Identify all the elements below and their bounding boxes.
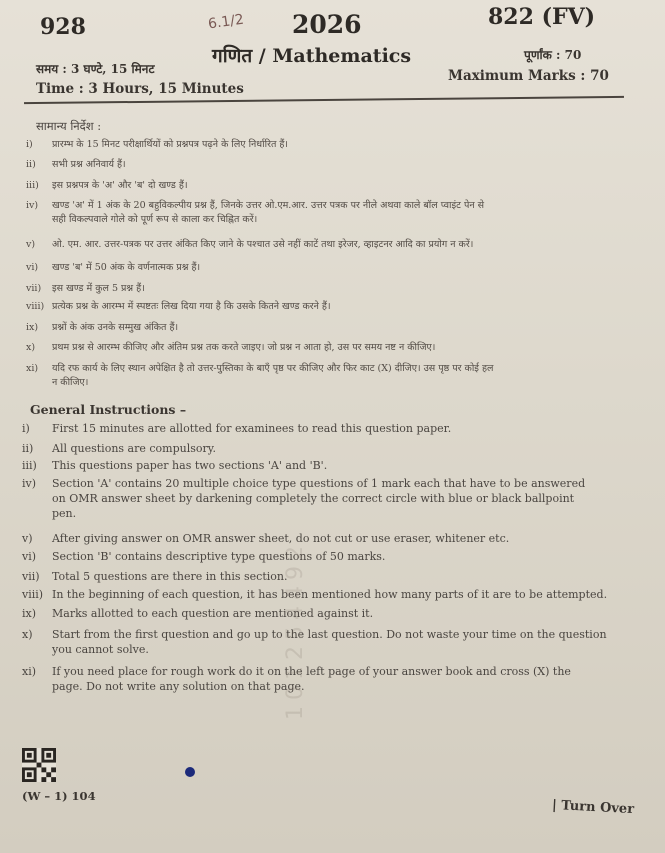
- item-text: After giving answer on OMR answer sheet, do not cut or use eraser, whitener etc.: [52, 532, 510, 545]
- item-text: खण्ड 'अ' में 1 अंक के 20 बहुविकल्पीय प्रश्न हैं, जिनके उत्तर ओ.एम.आर. उत्तर पत्रक पर नीले अथवा काले बॉल प्वाइंट पेन से: [52, 200, 485, 211]
- item-number: x): [22, 628, 33, 641]
- english-instruction-item: [22, 606, 642, 621]
- item-number: vi): [22, 550, 37, 563]
- item-text: Total 5 questions are there in this section.: [52, 570, 288, 583]
- item-number: viii): [26, 301, 45, 312]
- item-text: खण्ड 'ब' में 50 अंक के वर्णनात्मक प्रश्न हैं।: [52, 262, 201, 273]
- item-text: यदि रफ कार्य के लिए स्थान अपेक्षित है तो उत्तर-पुस्तिका के बाएँ पृष्ठ पर कीजिए और फिर काट (X) दीजिए। उस पृष्ठ पर कोई हल: [52, 363, 494, 374]
- hindi-instruction-item: [26, 158, 636, 172]
- item-text-continued: on OMR answer sheet by darkening completely the correct circle with blue or black ballpoint: [52, 492, 575, 505]
- item-number: vii): [22, 570, 40, 583]
- hindi-instruction-item: [26, 362, 636, 390]
- item-text-continued: न कीजिए।: [52, 377, 89, 388]
- time-english: Time : 3 Hours, 15 Minutes: [36, 81, 244, 97]
- turn-over-text: Turn Over: [560, 798, 635, 818]
- item-number: ii): [26, 159, 36, 170]
- item-number: v): [22, 532, 33, 545]
- item-number: vii): [26, 283, 42, 294]
- item-text: इस खण्ड में कुल 5 प्रश्न हैं।: [52, 283, 145, 294]
- hindi-instruction-item: [26, 199, 636, 227]
- item-number: iv): [26, 200, 39, 211]
- english-instructions-heading: General Instructions –: [30, 402, 187, 417]
- item-number: xi): [22, 665, 37, 678]
- item-number: xi): [26, 363, 39, 374]
- english-instruction-item: [22, 664, 642, 694]
- english-instruction-item: [22, 476, 642, 521]
- english-instruction-item: [22, 549, 642, 564]
- item-number: ix): [26, 322, 39, 333]
- item-text: प्रारम्भ के 15 मिनट परीक्षार्थियों को प्रश्नपत्र पढ़ने के लिए निर्धारित हैं।: [52, 139, 289, 150]
- exam-year: 2026: [292, 10, 362, 39]
- qr-code-icon: [22, 748, 56, 782]
- time-hindi: समय : 3 घण्टे, 15 मिनट: [36, 62, 155, 76]
- subject-title: गणित / Mathematics: [212, 45, 412, 67]
- paper-number: 928: [40, 14, 86, 40]
- item-text: प्रत्येक प्रश्न के आरम्भ में स्पष्टतः लिख दिया गया है कि उसके कितने खण्ड करने हैं।: [52, 301, 331, 312]
- item-number: iii): [22, 459, 37, 472]
- max-marks-english: Maximum Marks : 70: [448, 68, 609, 84]
- item-text-continued: सही विकल्पवाले गोले को पूर्ण रूप से काला कर चिह्नित करें।: [52, 214, 258, 225]
- item-text: इस प्रश्नपत्र के 'अ' और 'ब' दो खण्ड हैं।: [52, 180, 188, 191]
- item-text: In the beginning of each question, it has been mentioned how many parts of it are to be attempted.: [52, 588, 608, 601]
- hindi-instruction-item: [26, 179, 636, 193]
- item-text: Marks allotted to each question are mentioned against it.: [52, 607, 374, 620]
- item-text: प्रश्नों के अंक उनके सम्मुख अंकित हैं।: [52, 322, 179, 333]
- item-number: v): [26, 239, 36, 250]
- hindi-instruction-item: [26, 341, 636, 355]
- item-text-continued: page. Do not write any solution on that page.: [52, 680, 305, 693]
- english-instruction-item: [22, 441, 642, 456]
- item-number: x): [26, 342, 36, 353]
- paper-code: 822 (FV): [488, 4, 596, 30]
- hindi-instruction-item: [26, 282, 636, 296]
- item-number: i): [26, 139, 33, 150]
- hindi-instruction-item: [26, 261, 636, 275]
- english-instruction-item: [22, 531, 642, 546]
- english-instruction-item: [22, 569, 642, 584]
- item-text: This questions paper has two sections 'A' and 'B'.: [52, 459, 328, 472]
- item-text: If you need place for rough work do it on the left page of your answer book and cross (X) the: [52, 665, 571, 678]
- item-number: ix): [22, 607, 37, 620]
- item-text: Section 'A' contains 20 multiple choice type questions of 1 mark each that have to be answered: [52, 477, 586, 490]
- hindi-instruction-item: [26, 138, 636, 152]
- item-text: सभी प्रश्न अनिवार्य हैं।: [52, 159, 126, 170]
- turn-over-label: | Turn Over: [551, 797, 635, 818]
- item-text-continued: you cannot solve.: [52, 643, 149, 656]
- hindi-instruction-item: [26, 300, 636, 314]
- item-number: iv): [22, 477, 37, 490]
- item-number: viii): [22, 588, 44, 601]
- item-number: iii): [26, 180, 39, 191]
- item-number: vi): [26, 262, 39, 273]
- hindi-instruction-item: [26, 238, 636, 252]
- max-marks-hindi: पूर्णांक : 70: [524, 48, 582, 62]
- footer-paper-code: (W – 1) 104: [22, 789, 96, 803]
- header-divider: [24, 96, 624, 104]
- ink-dot: [185, 767, 195, 777]
- item-number: i): [22, 422, 30, 435]
- english-instruction-item: [22, 458, 642, 473]
- item-text-continued: pen.: [52, 507, 77, 520]
- item-text: प्रथम प्रश्न से आरम्भ कीजिए और अंतिम प्रश्न तक करते जाइए। जो प्रश्न न आता हो, उस पर समय नष्ट न कीजिए।: [52, 342, 436, 353]
- handwritten-note: 6.1/2: [207, 11, 245, 33]
- english-instruction-item: [22, 421, 642, 436]
- item-text: Start from the first question and go up to the last question. Do not waste your time on the question: [52, 628, 607, 641]
- item-text: All questions are compulsory.: [52, 442, 217, 455]
- item-text: ओ. एम. आर. उत्तर-पत्रक पर उत्तर अंकित किए जाने के पश्चात उसे नहीं काटें तथा इरेजर, व्हाइटनर आदि का प्रयोग न करें।: [52, 239, 474, 250]
- item-number: ii): [22, 442, 34, 455]
- item-text: Section 'B' contains descriptive type questions of 50 marks.: [52, 550, 386, 563]
- english-instruction-item: [22, 627, 642, 657]
- hindi-instruction-item: [26, 321, 636, 335]
- serial-watermark: 101254492: [283, 540, 308, 720]
- item-text: First 15 minutes are allotted for examinees to read this question paper.: [52, 422, 452, 435]
- english-instruction-item: [22, 587, 642, 602]
- hindi-instructions-heading: सामान्य निर्देश :: [36, 119, 102, 133]
